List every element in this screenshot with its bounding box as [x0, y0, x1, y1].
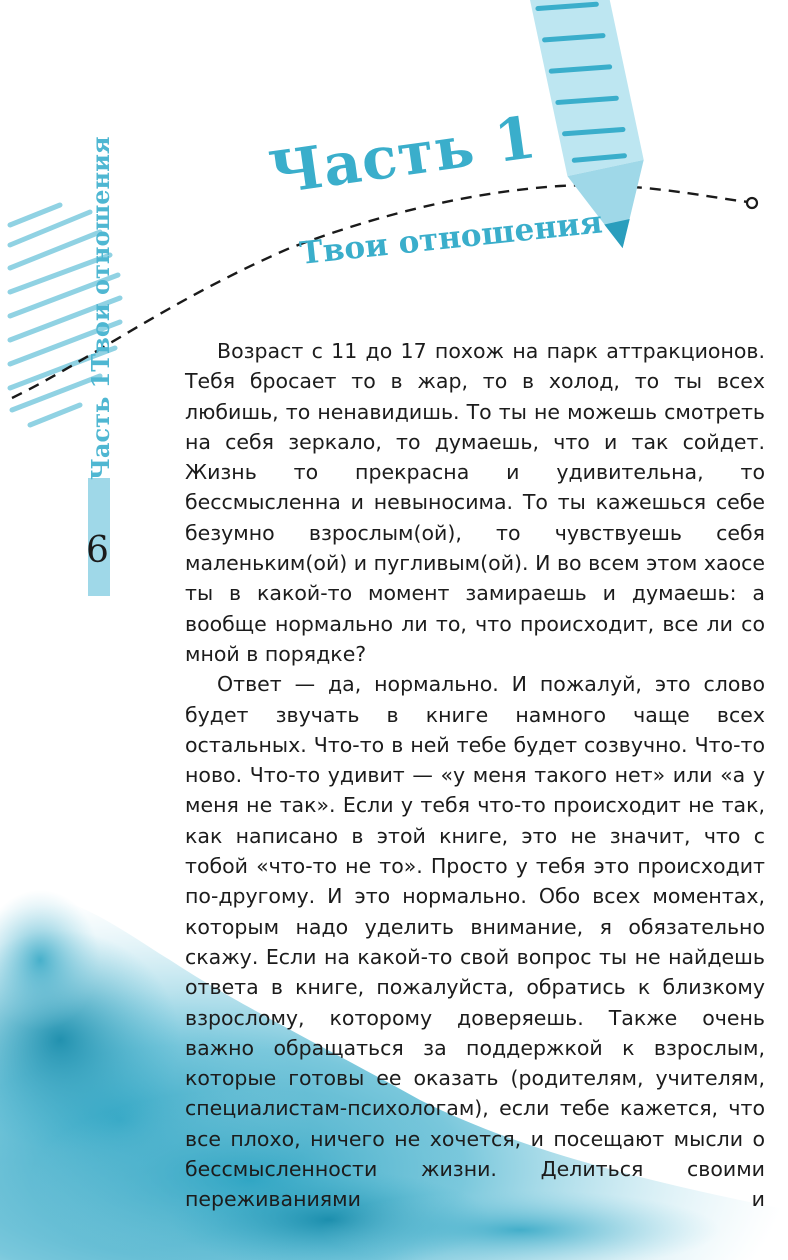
- paragraph: Ответ — да, нормально. И пожалуй, это слово будет звучать в книге намного чаще всех остальных. Что-то в ней тебе будет созвучно. Что-то ново. Что-то удивит — «у меня такого нет» или «а у меня не так». Если у тебя что-то происходит не так, как написано в этой книге, это не значит, что с тобой «что-то не то». Просто у тебя это происходит по-другому. И это нормально. Обо всех моментах, которым надо уделить внимание, я обязательно скажу. Если на какой-то свой вопрос ты не найдешь ответа в книге, пожалуйста, обратись к близкому взрослому, которому доверяешь. Также очень важно обращаться за поддержкой к взрослым, которые готовы ее оказать (родителям, учителям, специалистам-психологам), если тебе кажется, что все плохо, ничего не хочется, и посещают мысли о бессмысленности жизни. Делиться своими переживаниями и: [185, 672, 765, 1212]
- paragraph: Возраст с 11 до 17 похож на парк аттракционов. Тебя бросает то в жар, то в холод, то ты всех любишь, то ненавидишь. То ты не можешь смотреть на себя зеркало, то думаешь, что и так сойдет. Жизнь то прекрасна и удивительна, то бессмысленна и невыносима. То ты кажешься себе безумно взрослым(ой), то чувствуешь себя маленьким(ой) и пугливым(ой). И во всем этом хаосе ты в какой-то момент замираешь и думаешь: а вообще нормально ли то, что происходит, все ли со мной в порядке?: [185, 339, 765, 666]
- running-header-vertical: [86, 136, 128, 480]
- part-subtitle: Твои отношения: [298, 204, 605, 272]
- running-header-part: Часть 1: [86, 371, 115, 480]
- part-title: Часть 1: [265, 102, 541, 208]
- running-header-section: Твои отношения: [86, 136, 115, 372]
- page-number: 6: [86, 530, 109, 571]
- body-text: [185, 336, 765, 1215]
